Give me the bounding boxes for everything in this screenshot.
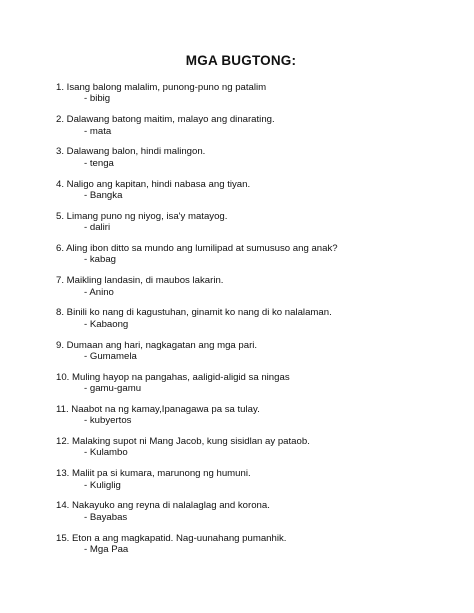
riddle-answer: - mata (84, 125, 112, 137)
riddle-item (56, 243, 466, 275)
riddle-question: 15. Eton a ang magkapatid. Nag-uunahang pumanhik. (56, 532, 287, 544)
riddle-question: 1. Isang balong malalim, punong-puno ng patalim (56, 82, 267, 93)
riddle-question: 2. Dalawang batong maitim, malayo ang dinarating. (56, 114, 275, 126)
riddle-item (56, 307, 466, 339)
riddle-answer: - daliri (84, 222, 111, 234)
riddle-item (56, 468, 466, 500)
riddle-answer: - Kabaong (84, 318, 129, 330)
riddle-question: 5. Limang puno ng niyog, isa'y matayog. (56, 210, 228, 222)
riddle-question: 14. Nakayuko ang reyna di nalalaglag and korona. (56, 500, 270, 512)
riddle-list (56, 82, 466, 565)
riddle-answer: - bibig (84, 93, 111, 105)
riddle-answer: - Bangka (84, 189, 123, 201)
riddle-answer: - Anino (84, 286, 114, 298)
riddle-item (56, 146, 466, 178)
riddle-question: 13. Maliit pa si kumara, marunong ng humuni. (56, 468, 251, 480)
riddle-answer: - Gumamela (84, 350, 137, 362)
riddle-item (56, 372, 466, 404)
riddle-question: 8. Binili ko nang di kagustuhan, ginamit ko nang di ko nalalaman. (56, 307, 332, 319)
riddle-answer: - tenga (84, 157, 114, 169)
riddle-answer: - Kulambo (84, 447, 128, 459)
riddle-answer: - gamu-gamu (84, 383, 142, 395)
riddle-item (56, 82, 466, 114)
riddle-item (56, 179, 466, 211)
riddle-question: 12. Malaking supot ni Mang Jacob, kung sisidlan ay pataob. (56, 436, 310, 448)
riddle-item (56, 404, 466, 436)
riddle-answer: - Kuliglig (84, 479, 121, 491)
riddle-item (56, 275, 466, 307)
riddle-item (56, 436, 466, 468)
page-title: MGA BUGTONG: (185, 53, 297, 68)
riddle-answer: - Mga Paa (84, 544, 129, 556)
riddle-item (56, 340, 466, 372)
riddle-question: 7. Maikling landasin, di maubos lakarin. (56, 275, 224, 287)
riddle-answer: - Bayabas (84, 511, 128, 523)
riddle-answer: - kubyertos (84, 415, 132, 427)
riddle-question: 4. Naligo ang kapitan, hindi nabasa ang tiyan. (56, 178, 251, 190)
riddle-answer: - kabag (84, 254, 116, 266)
riddle-question: 9. Dumaan ang hari, nagkagatan ang mga pari. (56, 339, 258, 351)
riddle-item (56, 114, 466, 146)
riddle-question: 10. Muling hayop na pangahas, aaligid-aligid sa ningas (56, 371, 290, 383)
riddle-question: 6. Aling ibon ditto sa mundo ang lumilipad at sumususo ang anak? (56, 242, 338, 254)
riddle-question: 11. Naabot na ng kamay,Ipanagawa pa sa tulay. (56, 403, 260, 415)
riddle-item (56, 533, 466, 565)
riddle-question: 3. Dalawang balon, hindi malingon. (56, 146, 206, 158)
riddle-item (56, 211, 466, 243)
riddle-item (56, 500, 466, 532)
